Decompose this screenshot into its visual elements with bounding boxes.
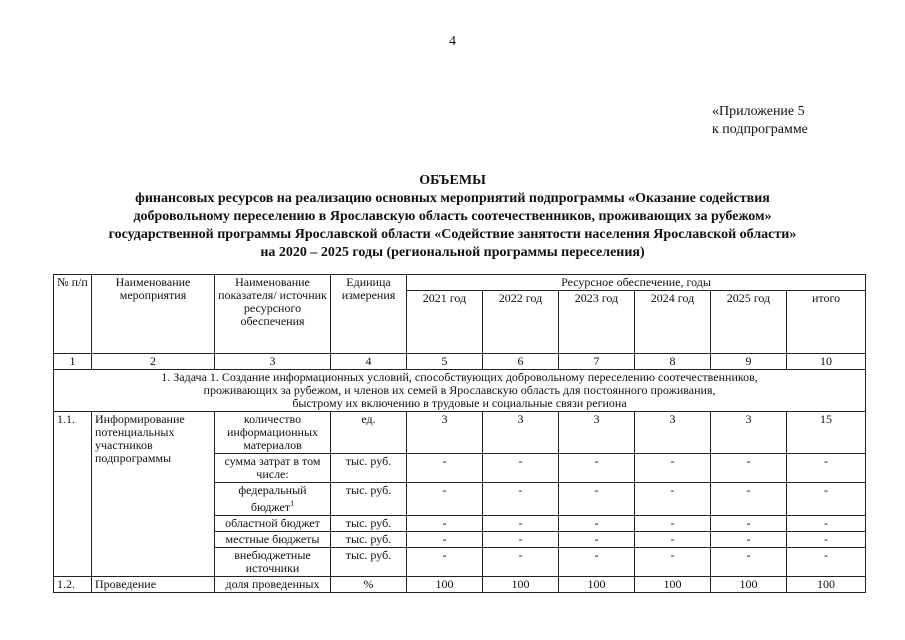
item-number: 1.1. [54, 412, 92, 577]
value-cell: - [711, 454, 787, 483]
column-number: 3 [215, 354, 331, 370]
indicator-cell: областной бюджет [215, 516, 331, 532]
task-line-2: проживающих за рубежом, и членов их семей в Ярославскую область для постоянного проживания, [203, 383, 716, 397]
value-cell: 100 [787, 577, 866, 593]
value-cell: 100 [407, 577, 483, 593]
value-cell: - [635, 548, 711, 577]
header-year-2024: 2024 год [635, 291, 711, 354]
page-number: 4 [449, 34, 456, 49]
value-cell: - [635, 483, 711, 516]
value-cell: - [483, 532, 559, 548]
value-cell: - [787, 516, 866, 532]
column-number: 10 [787, 354, 866, 370]
item-name: Информирование потенциальных участников подпрограммы [92, 412, 215, 577]
indicator-cell: доля проведенных [215, 577, 331, 593]
item-number: 1.2. [54, 577, 92, 593]
value-cell: - [559, 483, 635, 516]
header-year-2022: 2022 год [483, 291, 559, 354]
value-cell: 100 [635, 577, 711, 593]
value-cell: - [787, 548, 866, 577]
heading-line-2: добровольному переселению в Ярославскую область соотечественников, проживающих за рубежом» [133, 209, 772, 224]
value-cell: - [483, 483, 559, 516]
table-row [54, 577, 866, 593]
value-cell: 3 [559, 412, 635, 454]
value-cell: - [787, 454, 866, 483]
column-number: 9 [711, 354, 787, 370]
value-cell: - [635, 454, 711, 483]
column-number: 6 [483, 354, 559, 370]
header-unit: Единица измерения [331, 275, 407, 354]
item-name: Проведение [92, 577, 215, 593]
unit-cell: тыс. руб. [331, 548, 407, 577]
heading-line-4: на 2020 – 2025 годы (региональной программы переселения) [260, 245, 645, 260]
value-cell: - [787, 532, 866, 548]
resources-table [53, 274, 866, 593]
value-cell: - [787, 483, 866, 516]
unit-cell: % [331, 577, 407, 593]
value-cell: 3 [635, 412, 711, 454]
appendix-line-1: «Приложение 5 [712, 104, 805, 119]
value-cell: - [483, 516, 559, 532]
value-cell: - [407, 454, 483, 483]
column-number: 4 [331, 354, 407, 370]
header-resources: Ресурсное обеспечение, годы [407, 275, 866, 291]
column-number: 8 [635, 354, 711, 370]
value-cell: - [407, 516, 483, 532]
indicator-cell: внебюджетные источники [215, 548, 331, 577]
task-line-1: 1. Задача 1. Создание информационных условий, способствующих добровольному переселению соотечественников, [161, 370, 758, 384]
value-cell: - [635, 532, 711, 548]
header-year-2023: 2023 год [559, 291, 635, 354]
indicator-cell: сумма затрат в том числе: [215, 454, 331, 483]
column-number: 1 [54, 354, 92, 370]
unit-cell: тыс. руб. [331, 454, 407, 483]
heading-line-3: государственной программы Ярославской области «Содействие занятости населения Ярославской области» [108, 227, 797, 242]
column-number: 5 [407, 354, 483, 370]
value-cell: 15 [787, 412, 866, 454]
unit-cell: тыс. руб. [331, 532, 407, 548]
unit-cell: ед. [331, 412, 407, 454]
indicator-cell: местные бюджеты [215, 532, 331, 548]
appendix-line-2: к подпрограмме [712, 122, 808, 137]
value-cell: 3 [711, 412, 787, 454]
value-cell: - [407, 532, 483, 548]
unit-cell: тыс. руб. [331, 516, 407, 532]
value-cell: - [483, 548, 559, 577]
value-cell: - [711, 532, 787, 548]
heading-title: ОБЪЕМЫ [419, 173, 486, 188]
header-num: № п/п [54, 275, 92, 354]
header-total: итого [787, 291, 866, 354]
heading-line-1: финансовых ресурсов на реализацию основных мероприятий подпрограммы «Оказание содействия [135, 191, 770, 206]
header-year-2021: 2021 год [407, 291, 483, 354]
value-cell: - [407, 548, 483, 577]
value-cell: - [711, 516, 787, 532]
value-cell: - [635, 516, 711, 532]
value-cell: 100 [559, 577, 635, 593]
indicator-cell: количество информационных материалов [215, 412, 331, 454]
value-cell: - [711, 548, 787, 577]
value-cell: - [483, 454, 559, 483]
task-line-3: быстрому их включению в трудовые и социальные связи региона [292, 396, 627, 410]
value-cell: - [711, 483, 787, 516]
document-heading [40, 172, 865, 262]
header-indicator: Наименование показателя/ источник ресурсного обеспечения [215, 275, 331, 354]
value-cell: 3 [407, 412, 483, 454]
value-cell: - [407, 483, 483, 516]
value-cell: 3 [483, 412, 559, 454]
header-event: Наименование мероприятия [92, 275, 215, 354]
value-cell: - [559, 532, 635, 548]
column-number: 2 [92, 354, 215, 370]
value-cell: - [559, 548, 635, 577]
task-row [54, 370, 866, 412]
value-cell: 100 [711, 577, 787, 593]
indicator-text: федеральный бюджет [238, 483, 307, 514]
indicator-cell [215, 483, 331, 516]
header-year-2025: 2025 год [711, 291, 787, 354]
value-cell: - [559, 454, 635, 483]
table-row [54, 412, 866, 454]
value-cell: 100 [483, 577, 559, 593]
value-cell: - [559, 516, 635, 532]
appendix-reference [712, 103, 808, 139]
task-description [54, 370, 866, 412]
unit-cell: тыс. руб. [331, 483, 407, 516]
footnote-mark: 1 [290, 499, 295, 508]
column-number: 7 [559, 354, 635, 370]
header-row [54, 275, 866, 291]
column-number-row [54, 354, 866, 370]
